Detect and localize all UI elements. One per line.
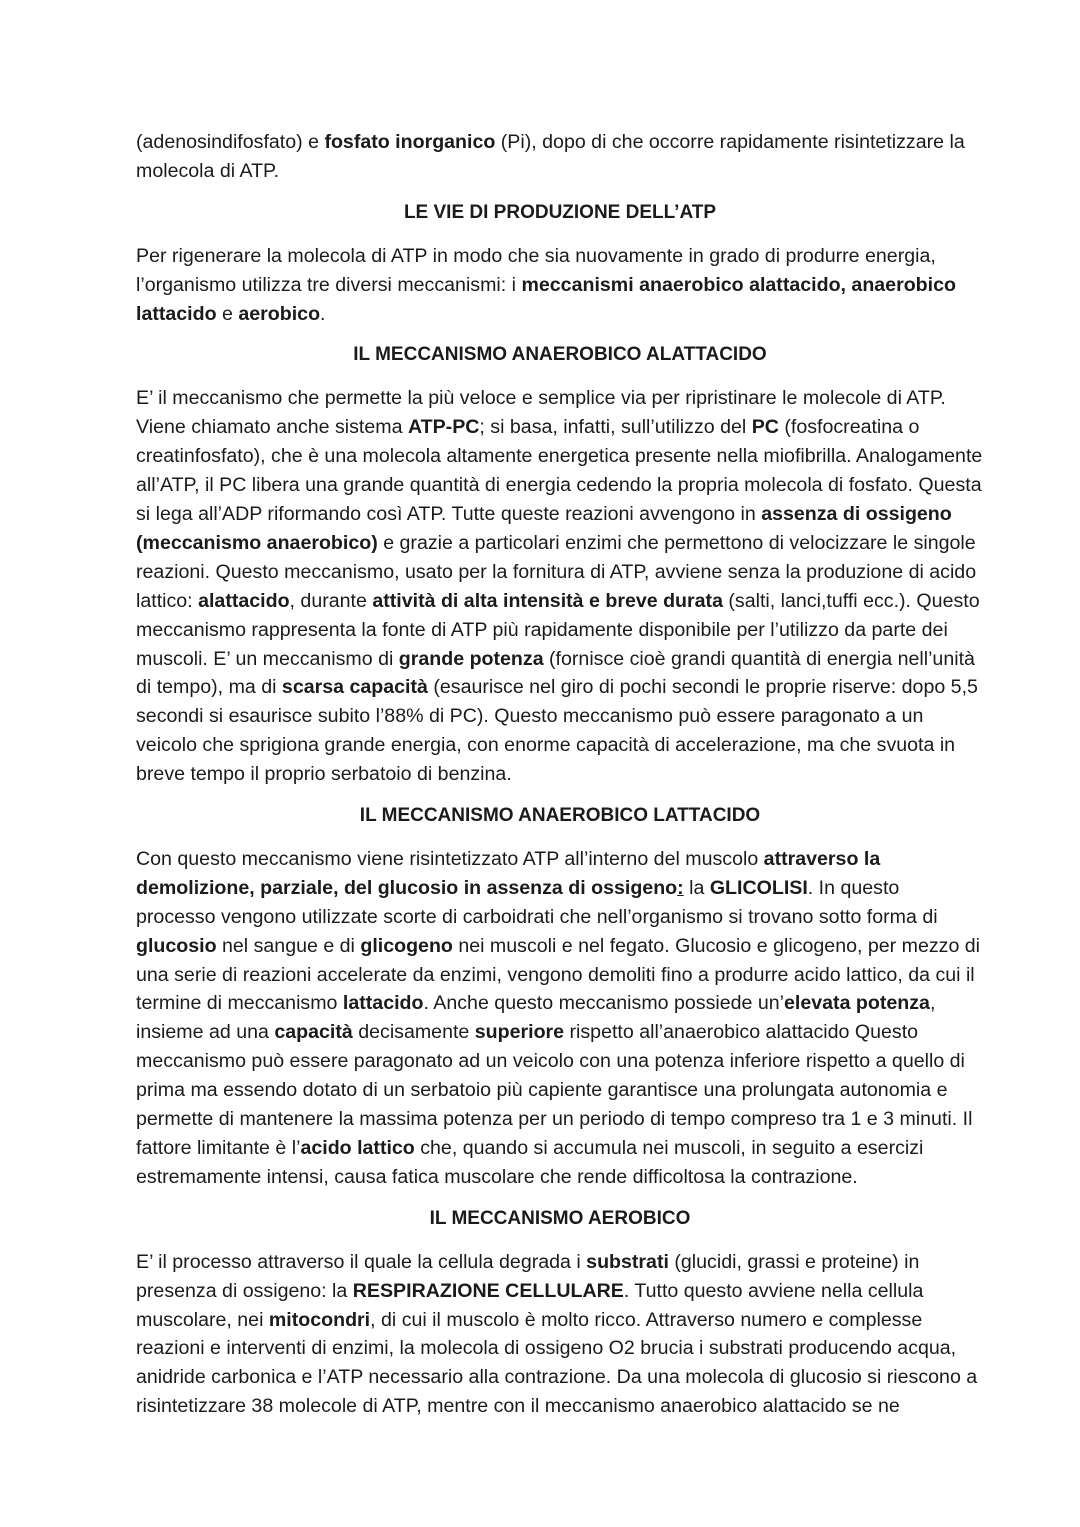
text-segment: (esaurisce nel giro di pochi secondi le proprie riserve: dopo 5,5 secondi si esaurisce subito l’88% di PC). Questo meccanismo può essere paragonato a un veicolo che sprigiona grande energia, con enorme capacità di accelerazione, ma che svuota in breve tempo il proprio serbatoio di benzina. [136,676,984,786]
bold-text-segment: capacità [274,1021,353,1044]
text-segment: decisamente [352,1021,475,1044]
section-heading-vie-produzione: LE VIE DI PRODUZIONE DELL’ATP [403,201,717,223]
bold-text-segment: meccanismi anaerobico alattacido, anaerobico lattacido [136,273,962,325]
text-segment: E’ il meccanismo che permette la più veloce e semplice via per ripristinare le molecole di ATP. Viene chiamato anche sistema [136,387,952,439]
text-segment: rispetto all’anaerobico alattacido Questo meccanismo può essere paragonato ad un veicolo con una potenza inferiore rispetto a quello di prima ma essendo dotato di un serbatoio più capiente garantisce una prolungata autonomia e permette di mantenere la massima potenza per un periodo di tempo compreso tra 1 e 3 minuti. Il fattore limitante è l’ [136,1021,978,1159]
bold-text-segment: alattacido [198,589,290,612]
paragraph-intro [136,128,984,186]
text-segment: (fosfocreatina o creatinfosfato), che è una molecola altamente energetica presente nella miofibrilla. Analogamente all’ATP, il PC libera una grande quantità di energia cedendo la propria molecola di fosfato. Questa si lega all’ADP riformando così ATP. Tutte queste reazioni avvengono in [136,416,988,525]
bold-text-segment: assenza di ossigeno (meccanismo anaerobico) [136,502,958,554]
bold-underlined-text-segment: : [677,876,684,899]
text-segment: E’ il processo attraverso il quale la cellula degrada i [136,1250,587,1273]
document-page [136,128,988,1421]
text-segment: (adenosindifosfato) e [136,131,325,153]
paragraph-aerobico [136,1248,984,1421]
text-segment: Con questo meccanismo viene risintetizzato ATP all’interno del muscolo [136,847,764,870]
text-segment: nei muscoli e nel fegato. Glucosio e glicogeno, per mezzo di una serie di reazioni accelerate da enzimi, vengono demoliti fino a produrre acido lattico, da cui il termine di meccanismo [136,934,986,1015]
text-segment: nel sangue e di [216,934,361,957]
bold-text-segment: glucosio [136,934,217,957]
text-segment: , di cui il muscolo è molto ricco. Attraverso numero e complesse reazioni e interventi di enzimi, la molecola di ossigeno O2 brucia i substrati producendo acqua, anidride carbonica e l’ATP necessario alla contrazione. Da una molecola di glucosio si riescono a risintetizzare 38 molecole di ATP, mentre con il meccanismo anaerobico alattacido se ne [136,1308,983,1418]
text-segment: , insieme ad una [136,992,941,1044]
text-segment: (glucidi, grassi e proteine) in presenza di ossigeno: la [136,1250,925,1302]
bold-text-segment: lattacido [342,992,424,1015]
bold-text-segment: GLICOLISI [709,876,808,899]
bold-text-segment: grande potenza [398,647,544,670]
text-segment: (salti, lanci,tuffi ecc.). Questo meccanismo rappresenta la fonte di ATP più rapidamente disponibile per l’utilizzo da parte dei muscoli. E’ un meccanismo di [136,589,986,670]
bold-text-segment: fosfato inorganico [324,131,496,153]
bold-text-segment: attraverso la demolizione, parziale, del glucosio in assenza di ossigeno [136,847,886,899]
text-segment: . [320,302,326,325]
bold-text-segment: elevata potenza [784,992,930,1015]
paragraph-vie-produzione [136,242,984,329]
text-segment: . Anche questo meccanismo possiede un’ [423,992,785,1015]
bold-text-segment: ATP-PC [407,416,480,439]
bold-text-segment: acido lattico [300,1137,415,1159]
section-heading-alattacido: IL MECCANISMO ANAEROBICO ALATTACIDO [353,344,767,366]
bold-text-segment: mitocondri [268,1308,371,1331]
text-segment: , durante [289,589,373,612]
bold-text-segment: aerobico [238,302,321,325]
bold-text-segment: RESPIRAZIONE CELLULARE [352,1279,624,1302]
section-heading-lattacido: IL MECCANISMO ANAEROBICO LATTACIDO [359,805,761,827]
bold-text-segment: superiore [474,1021,565,1044]
bold-text-segment: substrati [586,1250,669,1273]
paragraph-alattacido [136,384,988,789]
text-segment: . Tutto questo avviene nella cellula muscolare, nei [136,1279,929,1331]
text-segment: ; si basa, infatti, sull’utilizzo del [479,416,752,439]
text-segment: . In questo processo vengono utilizzate scorte di carboidrati che nell’organismo si trovano sotto forma di [136,876,944,928]
paragraph-lattacido [136,845,984,1192]
bold-text-segment: PC [751,416,779,439]
text-segment: e grazie a particolari enzimi che permettono di velocizzare le singole reazioni. Questo meccanismo, usato per la fornitura di ATP, avviene senza la produzione di acido lattico: [136,531,982,612]
bold-text-segment: attività di alta intensità e breve durata [372,589,723,612]
text-segment: e [216,302,239,325]
text-segment: Per rigenerare la molecola di ATP in modo che sia nuovamente in grado di produrre energia, l’organismo utilizza tre diversi meccanismi: i [136,244,942,296]
bold-text-segment: scarsa capacità [281,676,428,699]
bold-text-segment: glicogeno [360,934,453,957]
text-segment: (Pi), dopo di che occorre rapidamente risintetizzare la molecola di ATP. [136,131,971,182]
section-heading-aerobico: IL MECCANISMO AEROBICO [429,1207,691,1229]
text-segment: la [683,876,710,899]
text-segment: che, quando si accumula nei muscoli, in seguito a esercizi estremamente intensi, causa fatica muscolare che rende difficoltosa la contrazione. [136,1137,929,1188]
text-segment: (fornisce cioè grandi quantità di energia nell’unità di tempo), ma di [136,647,981,699]
